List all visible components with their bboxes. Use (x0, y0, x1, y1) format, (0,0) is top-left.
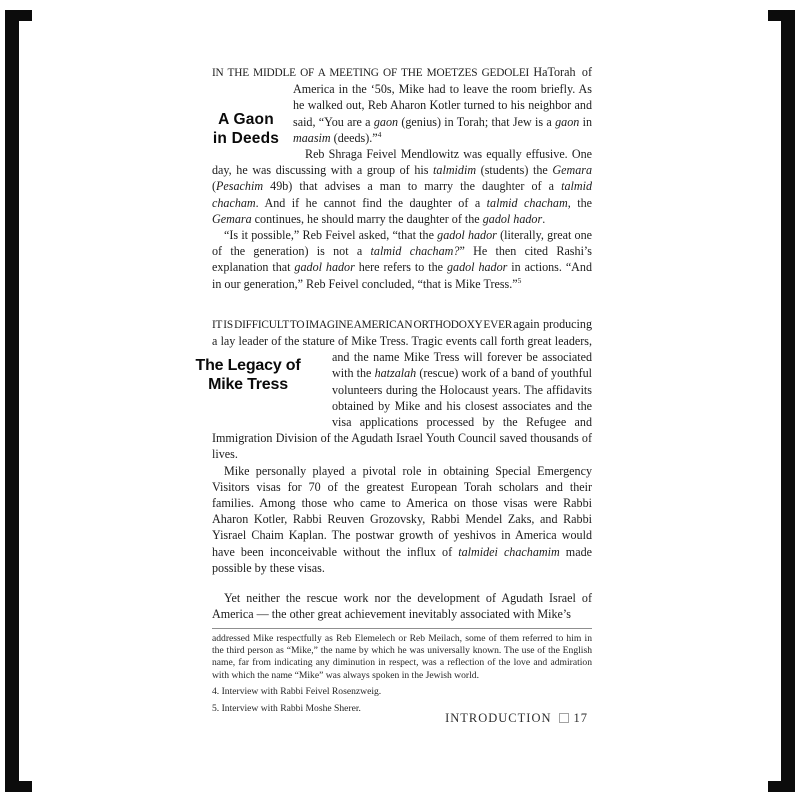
paragraph (212, 227, 592, 292)
paragraph-text: Reb Shraga Feivel Mendlowitz was equally effusive. One day, he was discussing with a group of his talmidim (students) the Gemara (Pesachim 49b) that advises a man to marry the daughter of a talmid chacham. And if he cannot find the daughter of a talmid chacham, the Gemara continues, he should marry the daughter of the gadol hador. (212, 147, 592, 226)
paragraph-text: Yet neither the rescue work nor the development of Agudath Israel of America — the other great achievement inevitably associated with Mike’s (212, 591, 592, 622)
heading-line: The Legacy of (195, 357, 301, 374)
footnote-text: addressed Mike respectfully as Reb Elemelech or Reb Meilach, some of them referred to him in the third person as “Mike,” the name by which he was universally known. The use of the English name, far from indicating any diminution in respect, was a reflection of the love and admiration with which the name “Mike” was always spoken in the Jewish world. (212, 632, 592, 681)
paragraph-text: he walked out, Reb Aharon Kotler turned to his neighbor and said, “You are a gaon (genius) in Torah; that Jew is a gaon in maasim (deeds).”$^4$ (293, 98, 592, 145)
footnote-rule (212, 628, 592, 629)
footnote-4: 4. Interview with Rabbi Feivel Rosenzweig. (212, 686, 382, 698)
paragraph (212, 590, 592, 622)
paragraph-text: Mike personally played a pivotal role in obtaining Special Emergency Visitors visas for 70 of the greatest European Torah scholars and their families. Among those who came to America on those visas were Rabbi Aharon Kotler, Rabbi Reuven Grozovsky, Rabbi Mendel Zaks, and Rabbi Yisrael Chaim Kaplan. The postwar growth of yeshivos in America would have been inconceivable without the influx of talmidei chachamim made possible by these visas. (212, 463, 592, 575)
heading-line: in Deeds (212, 129, 280, 147)
text-column (195, 0, 593, 800)
footnote-continuation (212, 633, 592, 683)
page-number: 17 (573, 711, 588, 725)
paragraph (212, 463, 592, 576)
paragraph-text: “Is it possible,” Reb Feivel asked, “that the gadol hador (literally, great one of the generation) is not a talmid chacham?” He then cited Rashi’s explanation that gadol hador here refers to the gadol hador in actions. “And in our generation,” Reb Feivel concluded, “that is Mike Tress.”$^5$ (212, 228, 593, 291)
heading-line: A Gaon (218, 111, 274, 128)
bottom-right-corner-mark (768, 781, 795, 792)
top-left-corner-mark (5, 10, 32, 21)
section-heading-legacy-of-mike-tress (192, 357, 304, 394)
section-heading-a-gaon-in-deeds (202, 111, 290, 148)
bottom-left-corner-mark (5, 781, 32, 792)
paragraph (212, 146, 592, 227)
right-edge-bar (781, 10, 795, 792)
square-ornament-icon (559, 713, 569, 723)
paragraph-text: IN THE MIDDLE OF A MEETING OF THE MOETZES GEDOLEI HaTorah of America in the ‘50s, Mike had to leave the room briefly. As (212, 65, 593, 97)
heading-line: Mike Tress (208, 375, 288, 393)
footer-section-label: INTRODUCTION (445, 711, 552, 725)
paragraph-text: call forth great leaders, and the name Mike Tress will forever be associated with the hatzalah (rescue) work of a band of youthful volunteers during the Holocaust years. The affidavits obtained by Mike and his closest associates and the visa applications processed by the Refugee and Immigration Division of the Agudath Israel Youth Council saved thousands of lives. (212, 334, 593, 462)
footnote-5: 5. Interview with Rabbi Moshe Sherer. (212, 702, 361, 714)
left-edge-bar (5, 10, 19, 792)
paragraph-text: IT IS DIFFICULT TO IMAGINE AMERICAN ORTHODOXY EVER again producing a lay leader of the stature of Mike Tress. Tragic events (212, 316, 592, 349)
top-right-corner-mark (768, 10, 795, 21)
page-footer (445, 711, 588, 726)
